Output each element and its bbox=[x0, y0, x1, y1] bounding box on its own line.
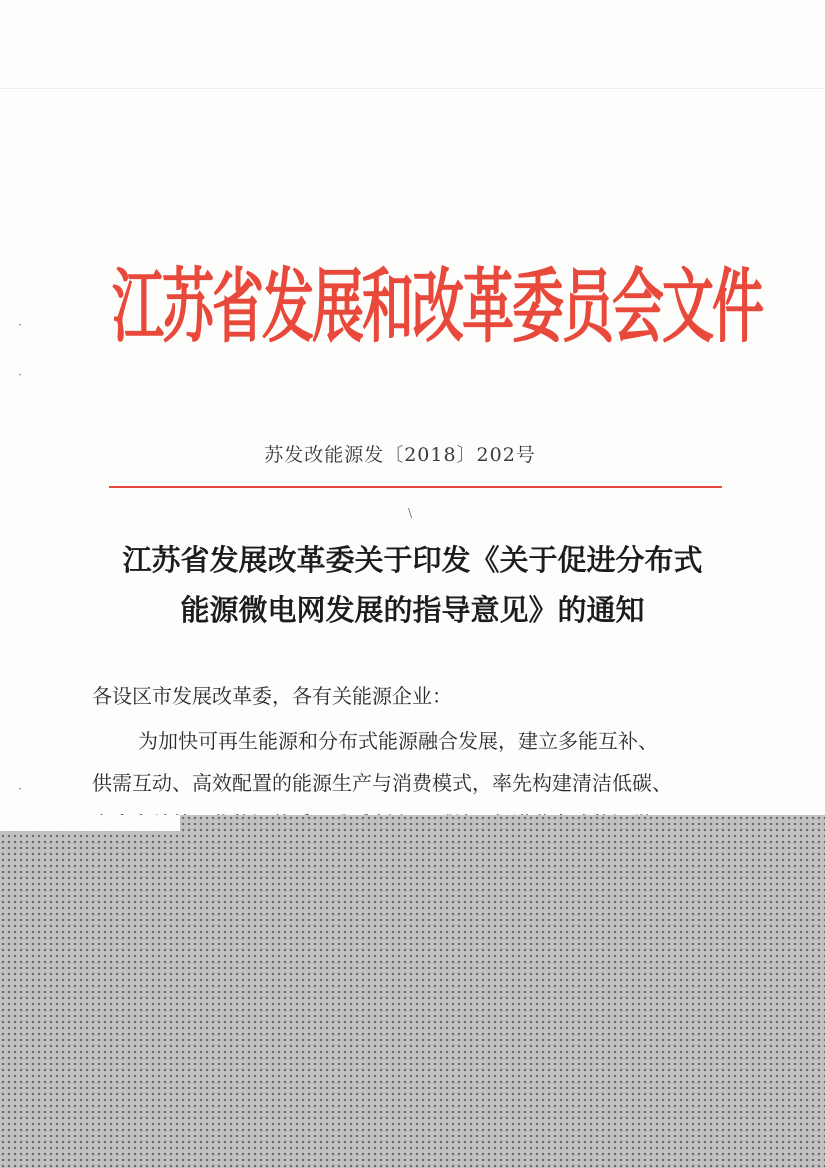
red-divider bbox=[109, 486, 722, 488]
scan-speck: \ bbox=[408, 506, 413, 520]
scan-edge-line bbox=[0, 88, 825, 89]
overlay-notch bbox=[0, 815, 180, 831]
document-title-line-2: 能源微电网发展的指导意见》的通知 bbox=[180, 593, 645, 627]
document-number: 苏发改能源发〔2018〕202号 bbox=[264, 444, 536, 466]
dotted-mask-overlay bbox=[0, 815, 825, 1168]
scan-speck: · bbox=[18, 782, 22, 796]
document-title-line-1: 江苏省发展改革委关于印发《关于促进分布式 bbox=[122, 543, 703, 577]
body-paragraph-line: 供需互动、高效配置的能源生产与消费模式，率先构建清洁低碳、 bbox=[92, 771, 672, 795]
body-paragraph-line: 为加快可再生能源和分布式能源融合发展，建立多能互补、 bbox=[138, 729, 658, 753]
scan-speck: · bbox=[18, 318, 22, 332]
issuer-header: 江苏省发展和改革委员会文件 bbox=[112, 259, 763, 355]
salutation: 各设区市发展改革委，各有关能源企业： bbox=[92, 684, 452, 708]
scan-speck: · bbox=[18, 368, 22, 382]
